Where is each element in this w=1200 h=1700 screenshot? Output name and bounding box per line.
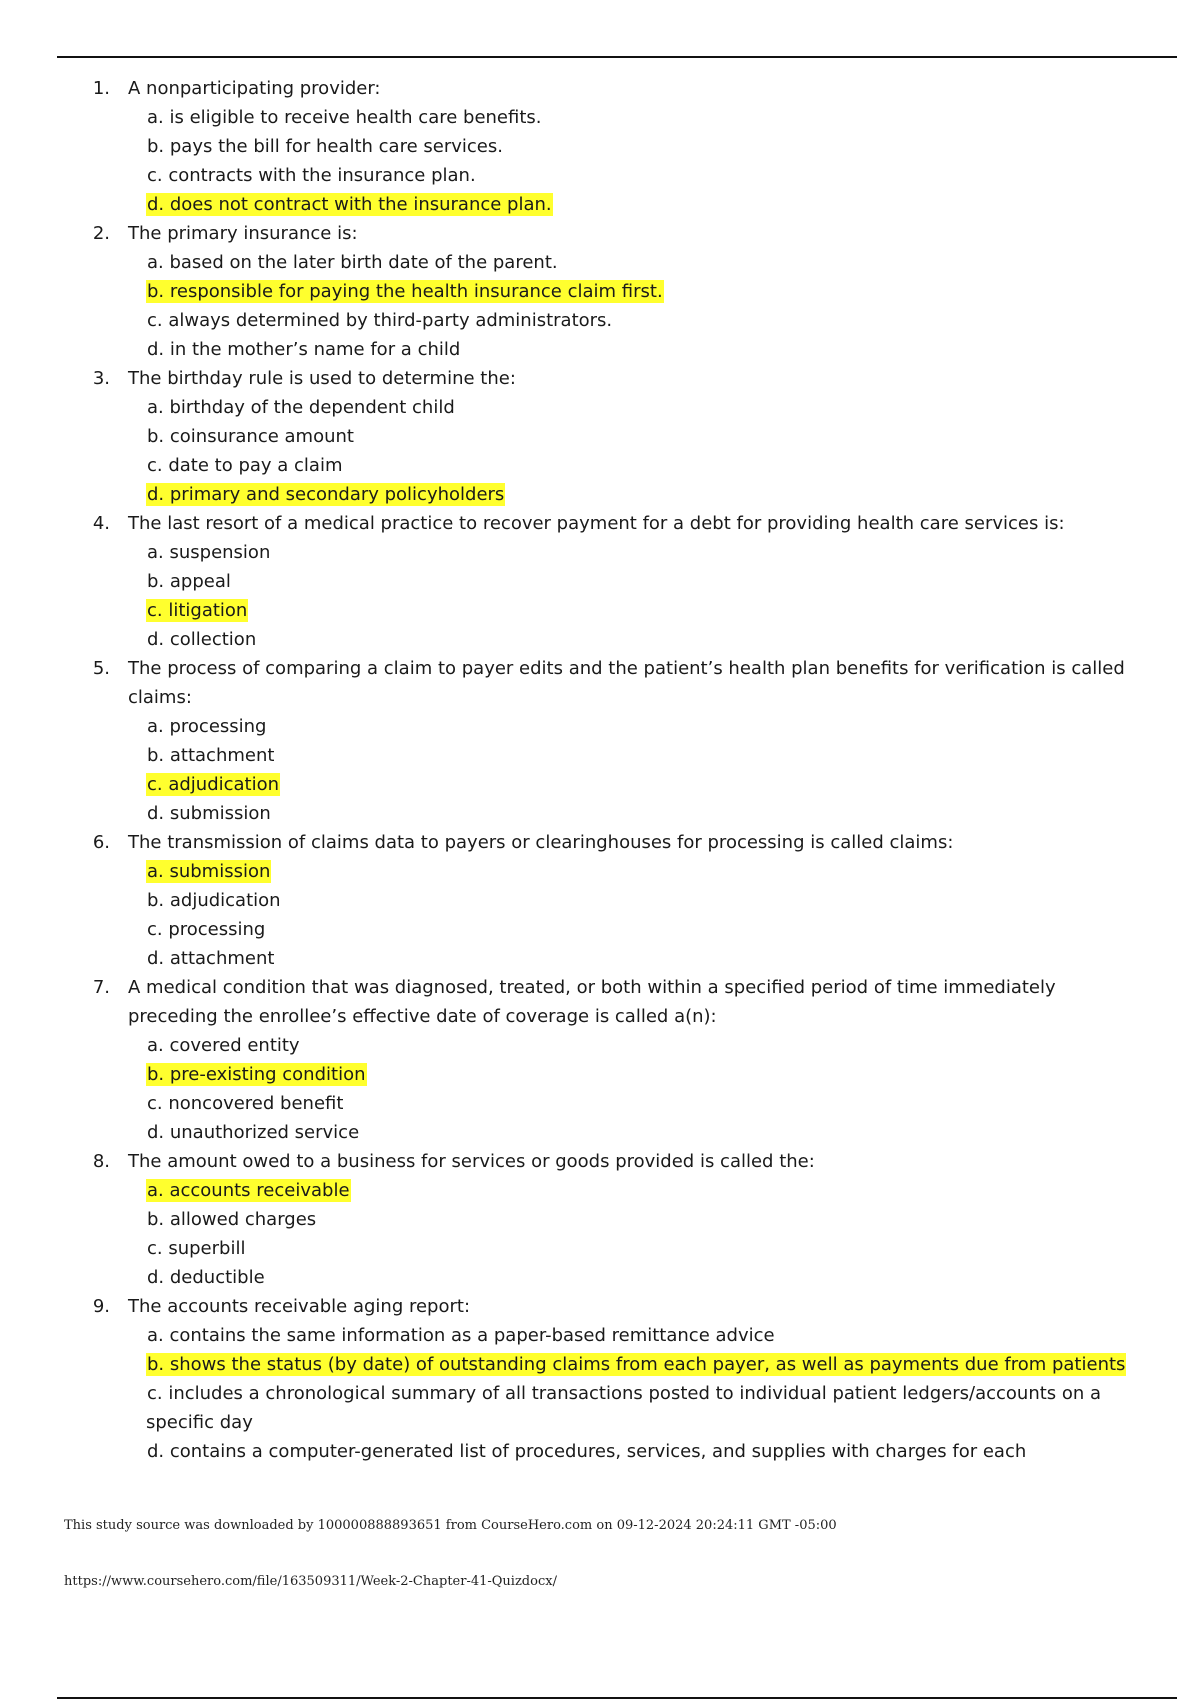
answer-option (146, 1118, 1166, 1147)
question-row (0, 828, 1200, 857)
answer-option-text: c. always determined by third-party administrators. (147, 310, 613, 331)
question-item (0, 1292, 1200, 1466)
answer-option (146, 335, 1166, 364)
answer-option-highlighted (146, 190, 1166, 219)
answer-option (146, 886, 1166, 915)
answer-option (146, 712, 1166, 741)
answer-option (146, 1379, 1166, 1437)
answer-option-text: a. covered entity (147, 1035, 300, 1056)
answer-option-text: a. accounts receivable (147, 1180, 350, 1201)
answer-option-text: a. suspension (147, 542, 271, 563)
question-number: 4. (92, 513, 110, 534)
quiz-question-list (0, 74, 1200, 1466)
question-number: 2. (92, 223, 110, 244)
answer-option (146, 248, 1166, 277)
answer-option-text: d. deductible (147, 1267, 265, 1288)
answer-options (0, 1176, 1200, 1292)
question-number: 1. (92, 78, 110, 99)
question-row (0, 654, 1200, 712)
answer-option-text: d. does not contract with the insurance plan. (147, 194, 552, 215)
answer-option-text: d. submission (147, 803, 271, 824)
answer-option (146, 1437, 1166, 1466)
answer-options (0, 857, 1200, 973)
answer-option (146, 1321, 1166, 1350)
answer-option-text: c. adjudication (147, 774, 280, 795)
answer-option-highlighted (146, 596, 1166, 625)
answer-option (146, 1263, 1166, 1292)
question-row (0, 973, 1200, 1031)
question-item (0, 654, 1200, 828)
answer-option (146, 625, 1166, 654)
answer-option (146, 393, 1166, 422)
question-item (0, 74, 1200, 219)
answer-options (0, 393, 1200, 509)
answer-option-text: a. contains the same information as a paper-based remittance advice (147, 1325, 775, 1346)
answer-option (146, 915, 1166, 944)
answer-option-text: c. processing (147, 919, 266, 940)
question-row (0, 509, 1200, 538)
answer-option (146, 538, 1166, 567)
answer-option (146, 944, 1166, 973)
answer-option-text: c. date to pay a claim (147, 455, 343, 476)
question-item (0, 364, 1200, 509)
answer-option (146, 567, 1166, 596)
question-text: The primary insurance is: (128, 223, 358, 244)
answer-option-text: b. responsible for paying the health insurance claim first. (147, 281, 663, 302)
answer-option-text: d. primary and secondary policyholders (147, 484, 505, 505)
answer-option-text: b. pays the bill for health care services. (147, 136, 503, 157)
answer-option-highlighted (146, 1060, 1166, 1089)
question-number: 5. (92, 658, 110, 679)
question-number: 7. (92, 977, 110, 998)
answer-option-text: b. coinsurance amount (147, 426, 354, 447)
bottom-divider (57, 1697, 1177, 1699)
question-item (0, 828, 1200, 973)
answer-option-text: a. based on the later birth date of the parent. (147, 252, 558, 273)
answer-option-text: d. attachment (147, 948, 275, 969)
answer-option (146, 1234, 1166, 1263)
answer-option-text: a. birthday of the dependent child (147, 397, 455, 418)
answer-option-highlighted (146, 857, 1166, 886)
question-text: The last resort of a medical practice to recover payment for a debt for providing health care services is: (128, 513, 1065, 534)
answer-options (0, 712, 1200, 828)
answer-option (146, 1031, 1166, 1060)
answer-options (0, 248, 1200, 364)
question-text: The process of comparing a claim to payer edits and the patient’s health plan benefits for verification is called claims: (128, 658, 1125, 708)
answer-option (146, 422, 1166, 451)
question-row (0, 1292, 1200, 1321)
answer-option-text: d. unauthorized service (147, 1122, 360, 1143)
answer-option-text: d. in the mother’s name for a child (147, 339, 461, 360)
answer-option (146, 161, 1166, 190)
answer-options (0, 1031, 1200, 1147)
answer-option-text: a. is eligible to receive health care benefits. (147, 107, 542, 128)
answer-option-highlighted (146, 277, 1166, 306)
answer-option (146, 306, 1166, 335)
question-row (0, 1147, 1200, 1176)
question-text: A nonparticipating provider: (128, 78, 381, 99)
answer-option (146, 1205, 1166, 1234)
question-text: The accounts receivable aging report: (128, 1296, 471, 1317)
answer-option-text: b. appeal (147, 571, 231, 592)
answer-option-text: b. attachment (147, 745, 275, 766)
question-text: The amount owed to a business for services or goods provided is called the: (128, 1151, 815, 1172)
question-text: The birthday rule is used to determine the: (128, 368, 516, 389)
answer-options (0, 538, 1200, 654)
answer-options (0, 1321, 1200, 1466)
answer-option (146, 741, 1166, 770)
answer-option-text: c. noncovered benefit (147, 1093, 344, 1114)
question-number: 8. (92, 1151, 110, 1172)
answer-option-highlighted (146, 770, 1166, 799)
question-item (0, 219, 1200, 364)
source-url[interactable]: https://www.coursehero.com/file/163509311/Week-2-Chapter-41-Quizdocx/ (64, 1574, 557, 1589)
answer-option-text: c. superbill (147, 1238, 246, 1259)
question-item (0, 973, 1200, 1147)
question-row (0, 219, 1200, 248)
answer-option-highlighted (146, 1350, 1166, 1379)
answer-option-text: b. allowed charges (147, 1209, 317, 1230)
answer-option-text: c. contracts with the insurance plan. (147, 165, 476, 186)
answer-option (146, 799, 1166, 828)
question-text: The transmission of claims data to payers or clearinghouses for processing is called claims: (128, 832, 954, 853)
question-number: 3. (92, 368, 110, 389)
question-number: 6. (92, 832, 110, 853)
answer-option-text: b. pre-existing condition (147, 1064, 366, 1085)
answer-option (146, 103, 1166, 132)
answer-option-text: c. includes a chronological summary of all transactions posted to individual patient ledgers/accounts on a specific day (146, 1383, 1102, 1433)
answer-options (0, 103, 1200, 219)
answer-option-text: c. litigation (147, 600, 248, 621)
question-text: A medical condition that was diagnosed, treated, or both within a specified period of time immediately preceding the enrollee’s effective date of coverage is called a(n): (128, 977, 1056, 1027)
question-row (0, 364, 1200, 393)
answer-option-text: a. processing (147, 716, 267, 737)
download-source-note: This study source was downloaded by 100000888893651 from CourseHero.com on 09-12-2024 20:24:11 GMT -05:00 (64, 1518, 837, 1533)
answer-option (146, 451, 1166, 480)
question-item (0, 509, 1200, 654)
question-row (0, 74, 1200, 103)
top-divider (57, 56, 1177, 58)
answer-option-highlighted (146, 1176, 1166, 1205)
answer-option-highlighted (146, 480, 1166, 509)
answer-option-text: d. collection (147, 629, 257, 650)
answer-option-text: d. contains a computer-generated list of procedures, services, and supplies with charges for each (147, 1441, 1027, 1462)
answer-option (146, 132, 1166, 161)
question-number: 9. (92, 1296, 110, 1317)
answer-option (146, 1089, 1166, 1118)
answer-option-text: b. shows the status (by date) of outstanding claims from each payer, as well as payments due from patients (147, 1354, 1126, 1375)
answer-option-text: a. submission (147, 861, 271, 882)
question-item (0, 1147, 1200, 1292)
answer-option-text: b. adjudication (147, 890, 281, 911)
